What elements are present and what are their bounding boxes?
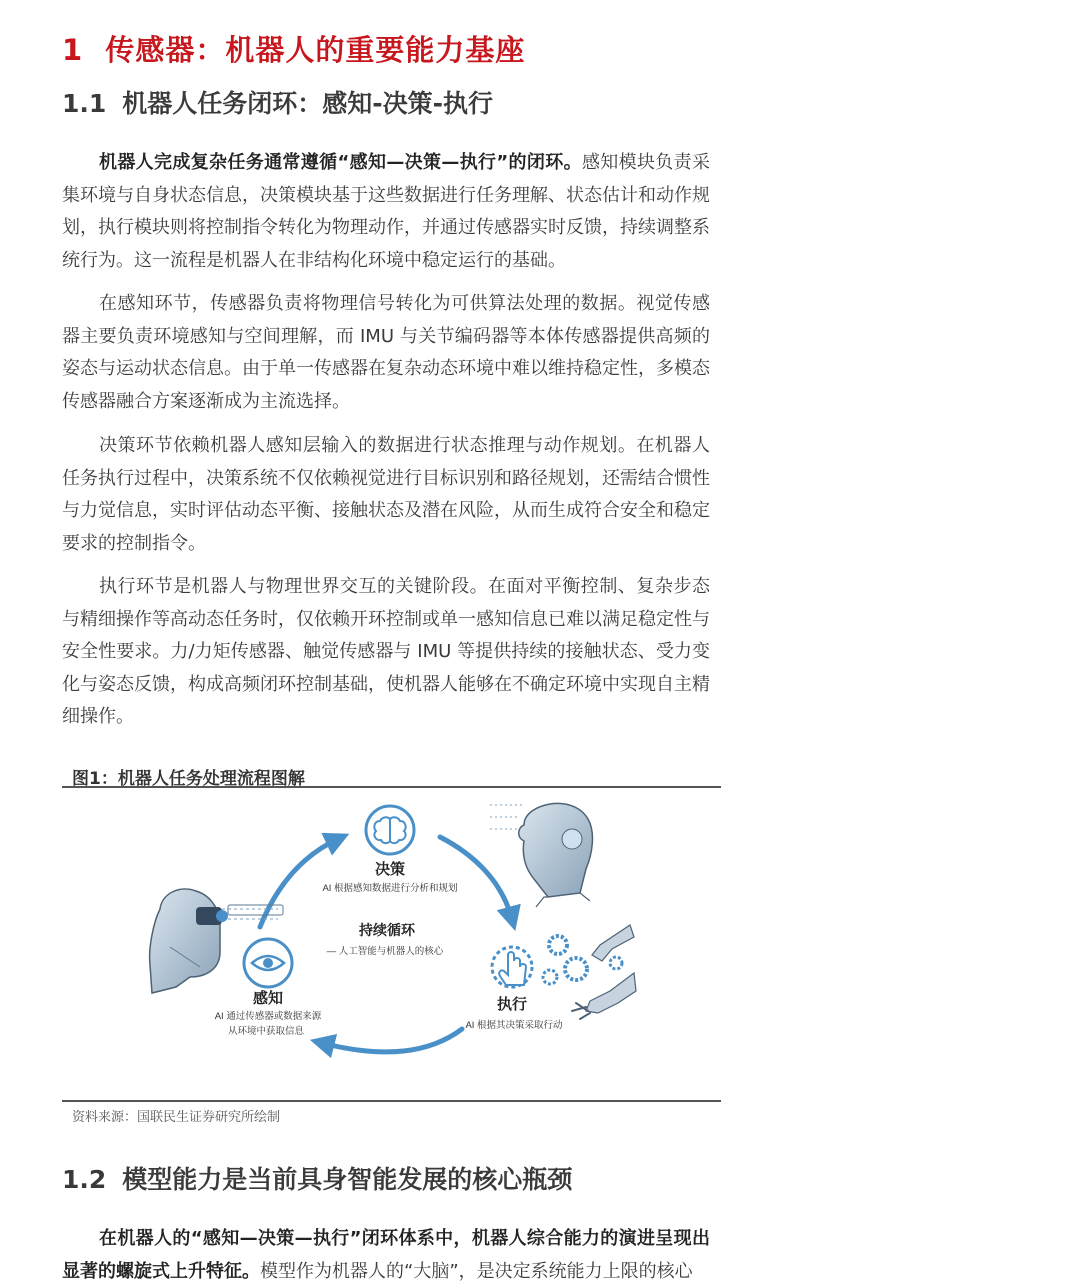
eye-icon (244, 939, 292, 987)
section-title: 机器人任务闭环：感知-决策-执行 (122, 89, 494, 118)
robot-task-loop-diagram (140, 797, 640, 1089)
chapter-number: 1 (62, 33, 84, 67)
execution-description: AI 根据其决策采取行动 (465, 1020, 563, 1031)
paragraph-text: 模型作为机器人的“大脑”，是决定系统能力上限的核心 (260, 1260, 693, 1282)
paragraph-model-capability (62, 1223, 710, 1288)
perception-label: 感知 (252, 990, 284, 1007)
section-heading-1-1 (62, 84, 493, 120)
loop-description: — 人工智能与机器人的核心 (326, 946, 444, 957)
robot-head-right-illustration (490, 803, 592, 907)
tap-hand-icon (492, 947, 532, 987)
arrow-execution-to-perception (322, 1029, 462, 1052)
chapter-heading (62, 28, 525, 69)
paragraph-perception (62, 288, 710, 418)
execution-label: 执行 (496, 996, 528, 1013)
figure-bottom-rule (62, 1100, 721, 1102)
figure-top-rule (62, 786, 721, 788)
perception-description-line1: AI 通过传感器或数据来源 (214, 1011, 322, 1022)
paragraph-lead: 在机器人的“感知—决策—执行”闭环体系中，机器人综合能力的演进呈现出显著的螺旋式上升特征。 (62, 1228, 710, 1282)
figure-source: 资料来源：国联民生证券研究所绘制 (72, 1110, 281, 1125)
paragraph-lead: 机器人完成复杂任务通常遵循“感知—决策—执行”的闭环。 (99, 152, 582, 173)
section-number: 1.2 (62, 1165, 107, 1194)
loop-label: 持续循环 (359, 922, 415, 938)
decision-description: AI 根据感知数据进行分析和规划 (322, 883, 458, 894)
section-heading-1-2 (62, 1160, 572, 1196)
decision-label: 决策 (374, 861, 406, 878)
paragraph-decision (62, 430, 710, 560)
paragraph-closed-loop (62, 147, 710, 277)
paragraph-text: 感知模块负责采集环境与自身状态信息，决策模块基于这些数据进行任务理解、状态估计和动作规划，执行模块则将控制指令转化为物理动作，并通过传感器实时反馈，持续调整系统行为。这一流程是机器人在非结构化环境中稳定运行的基础。 (62, 152, 710, 271)
section-title: 模型能力是当前具身智能发展的核心瓶颈 (122, 1165, 573, 1194)
paragraph-execution (62, 571, 710, 734)
paragraph-text: 执行环节是机器人与物理世界交互的关键阶段。在面对平衡控制、复杂步态与精细操作等高动态任务时，仅依赖开环控制或单一感知信息已难以满足稳定性与安全性要求。力/力矩传感器、触觉传感器与 IMU 等提供持续的接触状态、受力变化与姿态反馈，构成高频闭环控制基础，使机器人能够在不确定环境中实现自主精细操作。 (62, 576, 710, 728)
figure-title: 图1：机器人任务处理流程图解 (72, 769, 305, 789)
paragraph-text: 在感知环节，传感器负责将物理信号转化为可供算法处理的数据。视觉传感器主要负责环境感知与空间理解，而 IMU 与关节编码器等本体传感器提供高频的姿态与运动状态信息。由于单一传感器在复杂动态环境中难以维持稳定性，多模态传感器融合方案逐渐成为主流选择。 (62, 293, 710, 412)
paragraph-text: 决策环节依赖机器人感知层输入的数据进行状态推理与动作规划。在机器人任务执行过程中，决策系统不仅依赖视觉进行目标识别和路径规划，还需结合惯性与力觉信息，实时评估动态平衡、接触状态及潜在风险，从而生成符合安全和稳定要求的控制指令。 (62, 435, 710, 554)
perception-description-line2: 从环境中获取信息 (227, 1026, 305, 1037)
robotic-arm-illustration (572, 925, 636, 1019)
arrow-decision-to-execution (440, 837, 512, 919)
chapter-title: 传感器：机器人的重要能力基座 (105, 33, 526, 67)
brain-icon (366, 806, 414, 854)
section-number: 1.1 (62, 89, 107, 118)
